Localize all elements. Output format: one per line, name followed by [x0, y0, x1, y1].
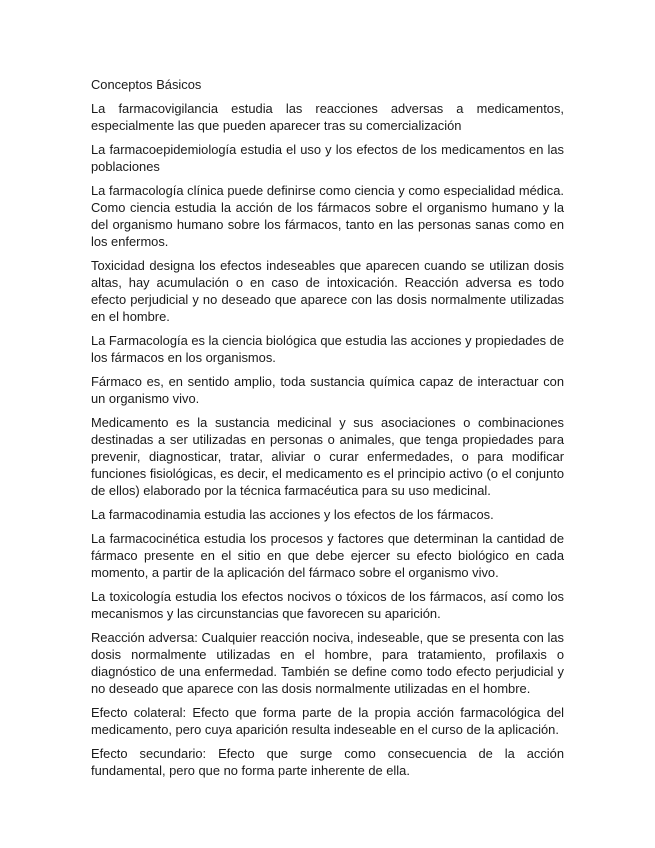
document-title: Conceptos Básicos — [91, 77, 202, 92]
paragraph-farmacocinetica: La farmacocinética estudia los procesos y factores que determinan la cantidad de fármaco presente en el sitio en que debe ejercer su efecto biológico en cada momento, a partir de la aplicación del fármaco sobre el organismo vivo. — [91, 531, 564, 580]
paragraph-farmacodinamia: La farmacodinamia estudia las acciones y los efectos de los fármacos. — [91, 507, 494, 522]
paragraph-farmaco: Fármaco es, en sentido amplio, toda sustancia química capaz de interactuar con un organismo vivo. — [91, 374, 564, 406]
paragraph-toxicidad: Toxicidad designa los efectos indeseables que aparecen cuando se utilizan dosis altas, hay acumulación o en caso de intoxicación. Reacción adversa es todo efecto perjudicial y no deseado que aparece con las dosis normalmente utilizadas en el hombre. — [91, 258, 564, 324]
paragraph-farmacoepidemiologia: La farmacoepidemiología estudia el uso y los efectos de los medicamentos en las poblaciones — [91, 142, 564, 174]
paragraph-efecto-colateral: Efecto colateral: Efecto que forma parte de la propia acción farmacológica del medicamento, pero cuya aparición resulta indeseable en el curso de la aplicación. — [91, 705, 564, 737]
paragraph-farmacologia-clinica: La farmacología clínica puede definirse como ciencia y como especialidad médica. Como ciencia estudia la acción de los fármacos sobre el organismo humano y la del organismo humano sobre los fármacos, tanto en las personas sanas como en los enfermos. — [91, 183, 564, 249]
paragraph-farmacologia: La Farmacología es la ciencia biológica que estudia las acciones y propiedades de los fármacos en los organismos. — [91, 333, 564, 365]
paragraph-reaccion-adversa: Reacción adversa: Cualquier reacción nociva, indeseable, que se presenta con las dosis normalmente utilizadas en el hombre, para tratamiento, profilaxis o diagnóstico de una enfermedad. También se define como todo efecto perjudicial y no deseado que aparece con las dosis normalmente utilizadas en el hombre. — [91, 630, 564, 696]
paragraph-farmacovigilancia: La farmacovigilancia estudia las reacciones adversas a medicamentos, especialmente las que pueden aparecer tras su comercialización — [91, 101, 564, 133]
paragraph-efecto-secundario: Efecto secundario: Efecto que surge como consecuencia de la acción fundamental, pero que no forma parte inherente de ella. — [91, 746, 564, 778]
paragraph-toxicologia: La toxicología estudia los efectos nocivos o tóxicos de los fármacos, así como los mecanismos y las circunstancias que favorecen su aparición. — [91, 589, 564, 621]
document-page — [91, 76, 564, 786]
paragraph-medicamento: Medicamento es la sustancia medicinal y sus asociaciones o combinaciones destinadas a ser utilizadas en personas o animales, que tenga propiedades para prevenir, diagnosticar, tratar, aliviar o curar enfermedades, o para modificar funciones fisiológicas, es decir, el medicamento es el principio activo (o el conjunto de ellos) elaborado por la técnica farmacéutica para su uso medicinal. — [91, 415, 564, 498]
